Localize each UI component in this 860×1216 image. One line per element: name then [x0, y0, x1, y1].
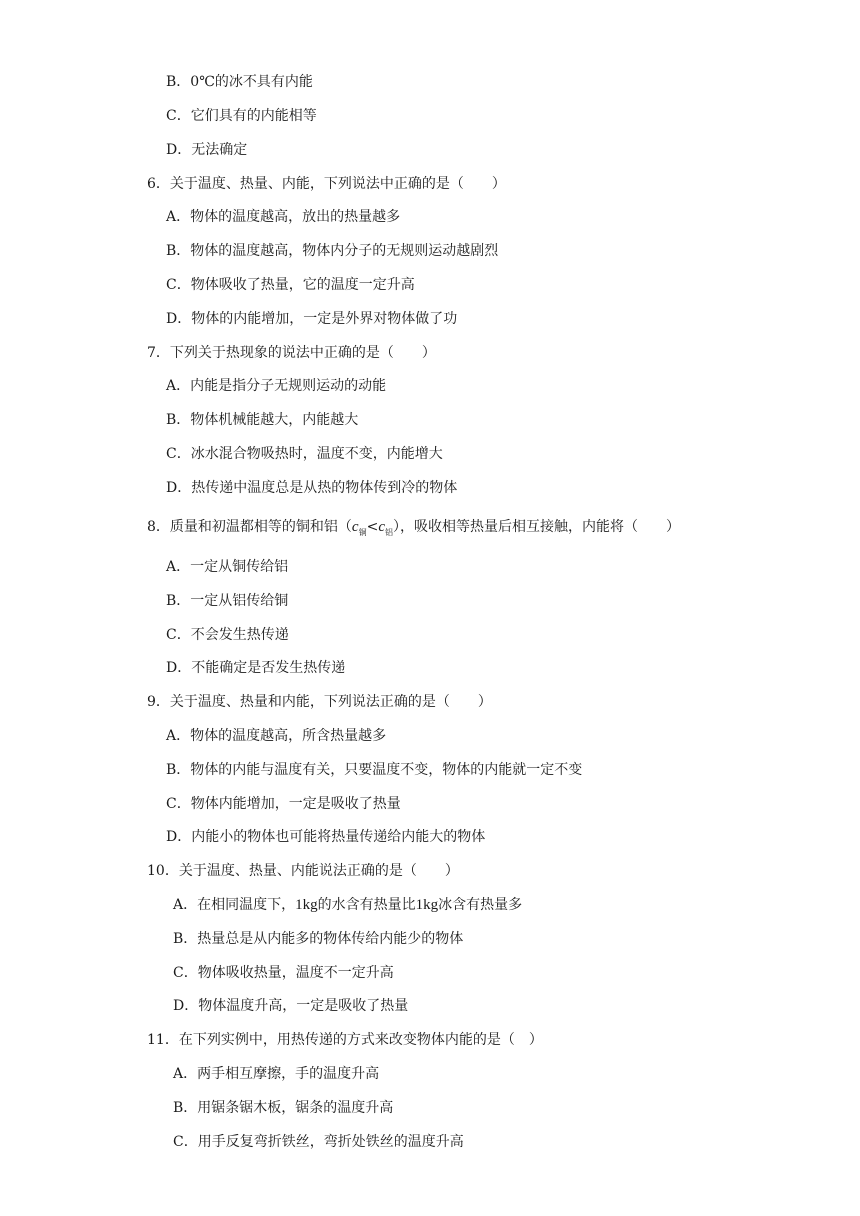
q9-option-d: D．内能小的物体也可能将热量传递给内能大的物体 — [166, 829, 486, 845]
q10-stem: 10．关于温度、热量、内能说法正确的是（ ） — [147, 863, 459, 879]
q11-option-a: A．两手相互摩擦，手的温度升高 — [173, 1066, 380, 1082]
q6-option-b: B．物体的温度越高，物体内分子的无规则运动越剧烈 — [166, 243, 499, 259]
q8-option-c: C．不会发生热传递 — [166, 627, 289, 643]
q10-option-a-part2: 的水含有热量比 — [317, 897, 416, 913]
q5-option-b: B．0℃的冰不具有内能 — [166, 74, 313, 90]
q8-c-copper-sub: 铜 — [358, 528, 367, 537]
q8-c-aluminum: c — [378, 519, 385, 535]
q10-option-d: D．物体温度升高，一定是吸收了热量 — [173, 998, 409, 1014]
q9-option-a: A．物体的温度越高，所含热量越多 — [166, 728, 387, 744]
q7-option-a: A．内能是指分子无规则运动的动能 — [166, 378, 387, 394]
q5-option-c: C．它们具有的内能相等 — [166, 108, 317, 124]
q10-option-a-kg1: 1kg — [295, 897, 318, 913]
q6-option-d: D．物体的内能增加，一定是外界对物体做了功 — [166, 311, 458, 327]
q8-stem-before: 8．质量和初温都相等的铜和铝（ — [147, 519, 352, 535]
q8-c-copper: c — [351, 519, 359, 535]
q9-option-c: C．物体内能增加，一定是吸收了热量 — [166, 796, 401, 812]
q8-stem-after: ），吸收相等热量后相互接触，内能将（ ） — [393, 519, 680, 535]
q8-stem — [147, 518, 680, 536]
q8-option-a: A．一定从铜传给铝 — [166, 559, 289, 575]
q11-stem: 11．在下列实例中，用热传递的方式来改变物体内能的是（ ） — [147, 1032, 543, 1048]
q10-option-a-kg2: 1kg — [415, 897, 439, 913]
q11-option-b: B．用锯条锯木板，锯条的温度升高 — [173, 1100, 394, 1116]
q10-option-a — [173, 896, 522, 914]
q9-option-b: B．物体的内能与温度有关，只要温度不变，物体的内能就一定不变 — [166, 762, 583, 778]
q5-option-d: D．无法确定 — [166, 142, 248, 158]
q6-option-a: A．物体的温度越高，放出的热量越多 — [166, 209, 401, 225]
q8-option-b: B．一定从铝传给铜 — [166, 593, 289, 609]
q7-option-c: C．冰水混合物吸热时，温度不变，内能增大 — [166, 446, 443, 462]
q8-less-than: < — [366, 519, 379, 535]
q8-c-aluminum-sub: 铝 — [385, 528, 393, 537]
q6-stem: 6．关于温度、热量、内能，下列说法中正确的是（ ） — [147, 176, 506, 192]
q11-option-c: C．用手反复弯折铁丝，弯折处铁丝的温度升高 — [173, 1134, 464, 1150]
q9-stem: 9．关于温度、热量和内能，下列说法正确的是（ ） — [147, 694, 492, 710]
q10-option-c: C．物体吸收热量，温度不一定升高 — [173, 965, 394, 981]
q7-option-b: B．物体机械能越大，内能越大 — [166, 412, 359, 428]
q6-option-c: C．物体吸收了热量，它的温度一定升高 — [166, 277, 415, 293]
q10-option-b: B．热量总是从内能多的物体传给内能少的物体 — [173, 931, 464, 947]
q10-option-a-part1: A．在相同温度下， — [173, 897, 296, 913]
q8-option-d: D．不能确定是否发生热传递 — [166, 660, 346, 676]
q10-option-a-part3: 冰含有热量多 — [438, 897, 523, 913]
q7-stem: 7．下列关于热现象的说法中正确的是（ ） — [147, 345, 436, 361]
q7-option-d: D．热传递中温度总是从热的物体传到冷的物体 — [166, 480, 458, 496]
